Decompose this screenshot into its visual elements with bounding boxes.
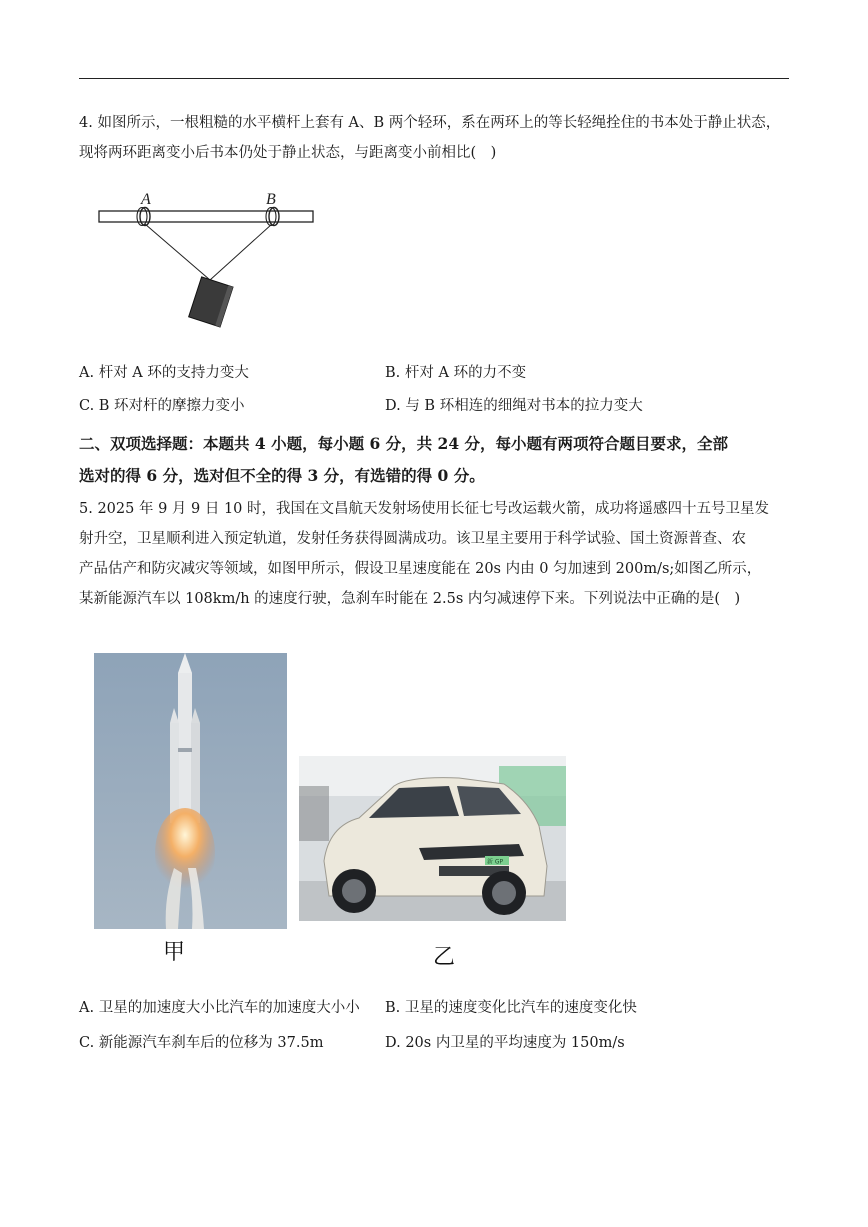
car-photo <box>299 756 566 921</box>
horizontal-rod <box>99 211 313 222</box>
ring-a-label: A <box>141 191 151 208</box>
rope-a <box>145 224 210 280</box>
q5-option-a: A. 卫星的加速度大小比汽车的加速度大小小 <box>79 1000 360 1016</box>
book <box>189 277 233 327</box>
q5-stem-line2: 射升空，卫星顺利进入预定轨道，发射任务获得圆满成功。该卫星主要用于科学试验、国土资源普查、农 <box>79 531 746 547</box>
q5-stem <box>79 494 791 614</box>
q4-stem-line1: 4. 如图所示，一根粗糙的水平横杆上套有 A、B 两个轻环，系在两环上的等长轻绳拴住的书本处于静止状态， <box>79 115 781 131</box>
caption-jia: 甲 <box>163 940 186 965</box>
rocket-photo <box>94 653 287 929</box>
caption-yi: 乙 <box>433 945 456 970</box>
section2-line2: 选对的得 6 分，选对但不全的得 3 分，有选错的得 0 分。 <box>79 466 485 485</box>
section2-heading <box>79 428 791 492</box>
q4-option-c: C. B 环对杆的摩擦力变小 <box>79 398 245 414</box>
q4-stem-line2: 现将两环距离变小后书本仍处于静止状态，与距离变小前相比( ) <box>79 145 497 161</box>
q4-figure-rod-rings-book <box>96 188 318 338</box>
q5-stem-line3: 产品估产和防灾减灾等领域，如图甲所示，假设卫星速度能在 20s 内由 0 匀加速到 200m/s;如图乙所示， <box>79 561 762 577</box>
q5-option-c: C. 新能源汽车刹车后的位移为 37.5m <box>79 1035 324 1051</box>
section2-line1: 二、双项选择题：本题共 4 小题，每小题 6 分，共 24 分，每小题有两项符合题目要求，全部 <box>79 434 729 453</box>
license-plate-text: 新 GP <box>487 858 504 866</box>
q4-option-b: B. 杆对 A 环的力不变 <box>385 365 527 381</box>
q4-option-d: D. 与 B 环相连的细绳对书本的拉力变大 <box>385 398 643 414</box>
q4-stem <box>79 108 791 168</box>
ring-b-label: B <box>266 191 276 208</box>
q5-option-b: B. 卫星的速度变化比汽车的速度变化快 <box>385 1000 637 1016</box>
q4-option-a: A. 杆对 A 环的支持力变大 <box>79 365 249 381</box>
q5-option-d: D. 20s 内卫星的平均速度为 150m/s <box>385 1035 625 1051</box>
header-rule <box>79 78 789 79</box>
q5-stem-line4: 某新能源汽车以 108km/h 的速度行驶，急刹车时能在 2.5s 内匀减速停下来。下列说法中正确的是( ) <box>79 591 741 607</box>
q5-stem-line1: 5. 2025 年 9 月 9 日 10 时，我国在文昌航天发射场使用长征七号改运载火箭，成功将遥感四十五号卫星发 <box>79 501 770 517</box>
rope-b <box>210 224 272 280</box>
